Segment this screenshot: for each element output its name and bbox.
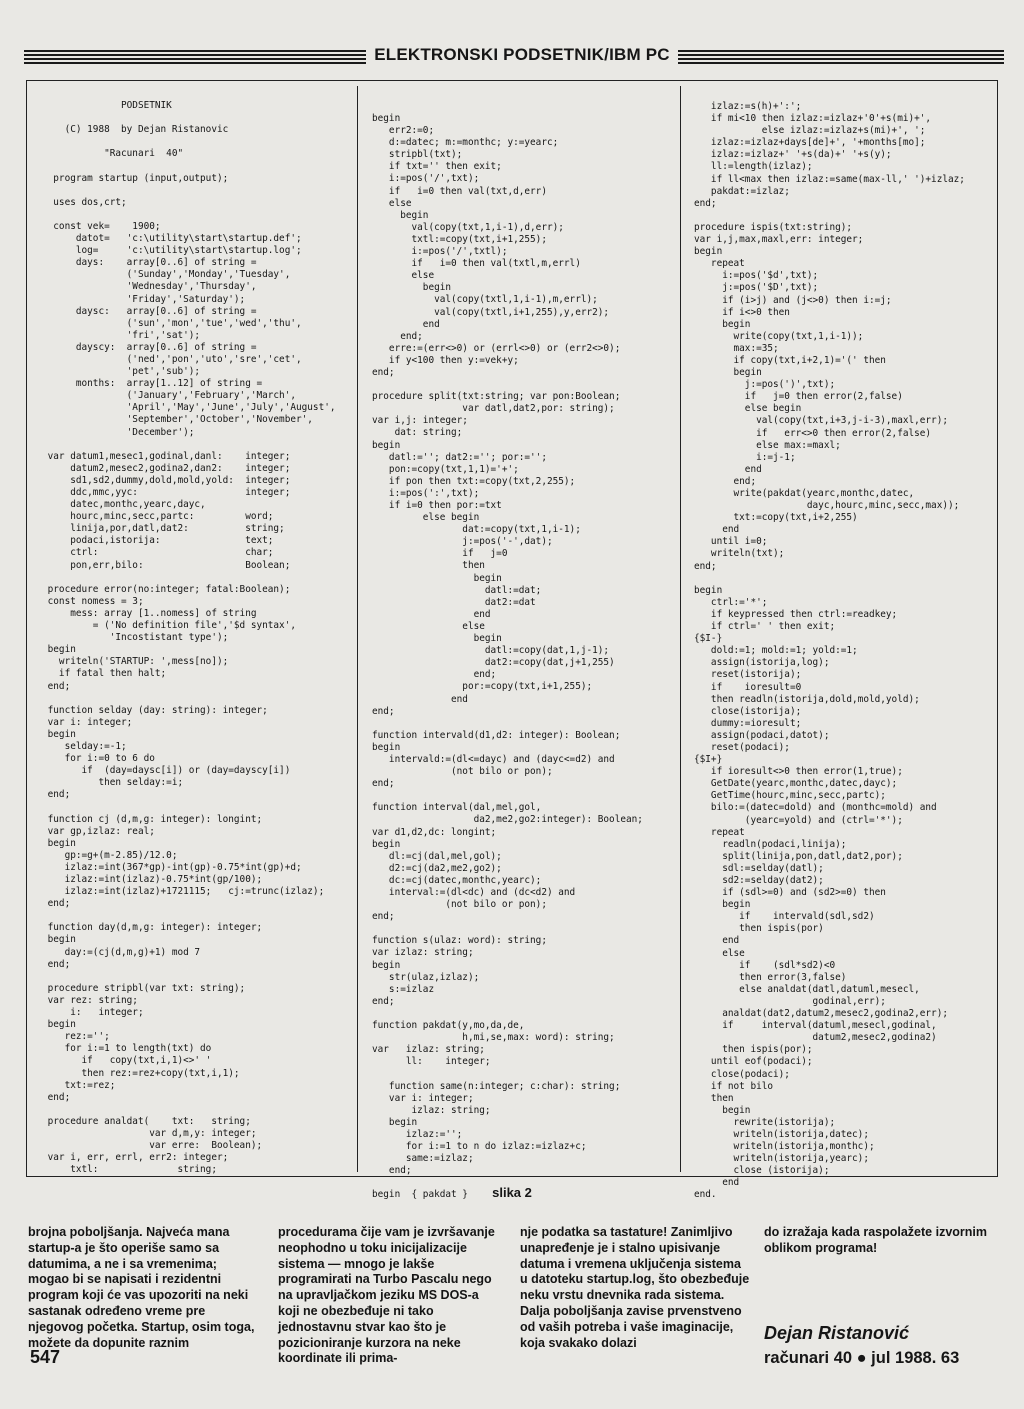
article-column-3: nje podatka sa tastature! Zanimljivo unapređenje je i stalno upisivanje datuma i vremena uključenja sistema u datoteku startup.log, što obezbeđuje neku vrstu dnevnika rada sistema. Dalja poboljšanja zavise prvenstveno od vaših potreba i vaše imaginacije, koja svakako dolazi <box>520 1225 750 1350</box>
header-title: ELEKTRONSKI PODSETNIK/IBM PC <box>374 45 670 64</box>
author-name: Dejan Ristanović <box>764 1323 910 1343</box>
column-rule-2 <box>680 86 681 1172</box>
listing-column-3: izlaz:=s(h)+':'; if mi<10 then izlaz:=izlaz+'0'+s(mi)+', else izlaz:=izlaz+s(mi)+', '; izlaz:=izlaz+days[de]+', '+months[mo]; izlaz:=izlaz+' '+s(da)+' '+s(y); ll:=length(izlaz); if ll<max then izlaz:=same(max-ll,' ')+izlaz; pakdat:=izlaz; end; procedure ispis(txt:string); var i,j,max,maxl,err: integer; begin repeat i:=pos('$d',txt); j:=pos('$D',txt); if (i>j) and (j<>0) then i:=j; if i<>0 then begin write(copy(txt,1,i-1)); max:=35; if copy(txt,i+2,1)='(' then begin j:=pos(')',txt); if j=0 then error(2,false) else begin val(copy(txt,i+3,j-i-3),maxl,err); if err<>0 then error(2,false) else max:=maxl; i:=j-1; end end; write(pakdat(yearc,monthc,datec, dayc,hourc,minc,secc,max)); txt:=copy(txt,i+2,255) end until i=0; writeln(txt); end; begin ctrl:='*'; if keypressed then ctrl:=readkey; if ctrl=' ' then exit; {$I-} dold:=1; mold:=1; yold:=1; assign(istorija,log); reset(istorija); if ioresult=0 then readln(istorija,dold,mold,yold); close(istorija); dummy:=ioresult; assign(podaci,datot); reset(podaci); {$I+} if ioresult<>0 then error(1,true); GetDate(yearc,monthc,datec,dayc); GetTime(hourc,minc,secc,partc); bilo:=(datec=dold) and (monthc=mold) and (yearc=yold) and (ctrl='*'); repeat readln(podaci,linija); split(linija,pon,datl,dat2,por); sdl:=selday(datl); sd2:=selday(dat2); if (sdl>=0) and (sd2>=0) then begin if intervald(sdl,sd2) then ispis(por) end else if (sdl*sd2)<0 then error(3,false) else analdat(datl,datuml,mesecl, godinal,err); analdat(dat2,datum2,mesec2,godina2,err); if interval(datuml,mesecl,godinal, datum2,mesec2,godina2) then ispis(por); until eof(podaci); close(podaci); if not bilo then begin rewrite(istorija); writeln(istorija,datec); writeln(istorija,monthc); writeln(istorija,yearc); close (istorija); end end. <box>694 101 965 1201</box>
listing-column-1: PODSETNIK (C) 1988 by Dejan Ristanovic "Racunari 40" program startup (input,output); uses dos,crt; const vek= 1900; datot= 'c:\utility\start\startup.def'; log= 'c:\utility\start\startup.log'; days: array[0..6] of string = ('Sunday','Monday','Tuesday', 'Wednesday','Thursday', 'Friday','Saturday'); daysc: array[0..6] of string = ('sun','mon','tue','wed','thu', 'fri','sat'); dayscy: array[0..6] of string = ('ned','pon','uto','sre','cet', 'pet','sub'); months: array[1..12] of string = ('January','February','March', 'April','May','June','July','August', 'September','October','November', 'December'); var datum1,mesec1,godinal,danl: integer; datum2,mesec2,godina2,dan2: integer; sd1,sd2,dummy,dold,mold,yold: integer; ddc,mmc,yyc: integer; datec,monthc,yearc,dayc, hourc,minc,secc,partc: word; linija,por,datl,dat2: string; podaci,istorija: text; ctrl: char; pon,err,bilo: Boolean; procedure error(no:integer; fatal:Boolean); const nomess = 3; mess: array [1..nomess] of string = ('No definition file','$d syntax', 'Incostistant type'); begin writeln('STARTUP: ',mess[no]); if fatal then halt; end; function selday (day: string): integer; var i: integer; begin selday:=-1; for i:=0 to 6 do if (day=daysc[i]) or (day=dayscy[i]) then selday:=i; end; function cj (d,m,g: integer): longint; var gp,izlaz: real; begin gp:=g+(m-2.85)/12.0; izlaz:=int(367*gp)-int(gp)-0.75*int(gp)+d; izlaz:=int(izlaz)-0.75*int(gp/100); izlaz:=int(izlaz)+1721115; cj:=trunc(izlaz); end; function day(d,m,g: integer): integer; begin day:=(cj(d,m,g)+1) mod 7 end; procedure stripbl(var txt: string); var rez: string; i: integer; begin rez:=''; for i:=1 to length(txt) do if copy(txt,i,1)<>' ' then rez:=rez+copy(txt,i,1); txt:=rez; end; procedure analdat( txt: string; var d,m,y: integer; var erre: Boolean); var i, err, errl, err2: integer; txtl: string; <box>47 100 336 1176</box>
page-number-left: 547 <box>30 1347 61 1367</box>
article-column-2: procedurama čije vam je izvršavanje neophodno u toku inicijalizacije sistema — mnogo je lakše programirati na Turbo Pascalu nego na upravljačkom jeziku MS DOS-a koji ne obezbeđuje ni tako jednostavnu stvar kao što je pozicioniranje kurzora na neke koordinate ili prima- <box>278 1225 495 1366</box>
header-rule-left <box>24 50 366 64</box>
article-column-1: brojna poboljšanja. Najveća mana startup-a je što operiše samo sa datumima, a ne i sa vremenima; mogao bi se napisati i rezidentni program koji će vas upozoriti na neki sastanak određeno vreme pre njegovog početka. Startup, osim toga, možete da dopunite raznim <box>28 1225 255 1350</box>
magazine-issue: računari 40 ● jul 1988. <box>764 1349 937 1367</box>
page-number-right: 63 <box>940 1349 960 1367</box>
magazine-footer <box>764 1349 959 1368</box>
listing-column-2: begin err2:=0; d:=datec; m:=monthc; y:=yearc; stripbl(txt); if txt='' then exit; i:=pos('/',txt); if i=0 then val(txt,d,err) else begin val(copy(txt,1,i-1),d,err); txtl:=copy(txt,i+1,255); i:=pos('/',txtl); if i=0 then val(txtl,m,errl) else begin val(copy(txtl,1,i-1),m,errl); val(copy(txtl,i+1,255),y,err2); end end; erre:=(err<>0) or (errl<>0) or (err2<>0); if y<100 then y:=vek+y; end; procedure split(txt:string; var pon:Boolean; var datl,dat2,por: string); var i,j: integer; dat: string; begin datl:=''; dat2:=''; por:=''; pon:=copy(txt,1,1)='+'; if pon then txt:=copy(txt,2,255); i:=pos(':',txt); if i=0 then por:=txt else begin dat:=copy(txt,1,i-1); j:=pos('-',dat); if j=0 then begin datl:=dat; dat2:=dat end else begin datl:=copy(dat,1,j-1); dat2:=copy(dat,j+1,255) end; por:=copy(txt,i+1,255); end end; function intervald(d1,d2: integer): Boolean; begin intervald:=(dl<=dayc) and (dayc<=d2) and (not bilo or pon); end; function interval(dal,mel,gol, da2,me2,go2:integer): Boolean; var d1,d2,dc: longint; begin dl:=cj(dal,mel,gol); d2:=cj(da2,me2,go2); dc:=cj(datec,monthc,yearc); interval:=(dl<dc) and (dc<d2) and (not bilo or pon); end; function s(ulaz: word): string; var izlaz: string; begin str(ulaz,izlaz); s:=izlaz end; function pakdat(y,mo,da,de, h,mi,se,max: word): string; var izlaz: string; ll: integer; function same(n:integer; c:char): string; var i: integer; izlaz: string; begin izlaz:=''; for i:=1 to n do izlaz:=izlaz+c; same:=izlaz; end; begin { pakdat } <box>372 113 643 1201</box>
figure-caption: slika 2 <box>492 1185 532 1200</box>
header-rule-right <box>678 50 1004 64</box>
article-column-4: do izražaja kada raspolažete izvornim oblikom programa! <box>764 1225 987 1255</box>
column-rule-1 <box>357 86 358 1172</box>
page-header <box>24 44 1004 72</box>
